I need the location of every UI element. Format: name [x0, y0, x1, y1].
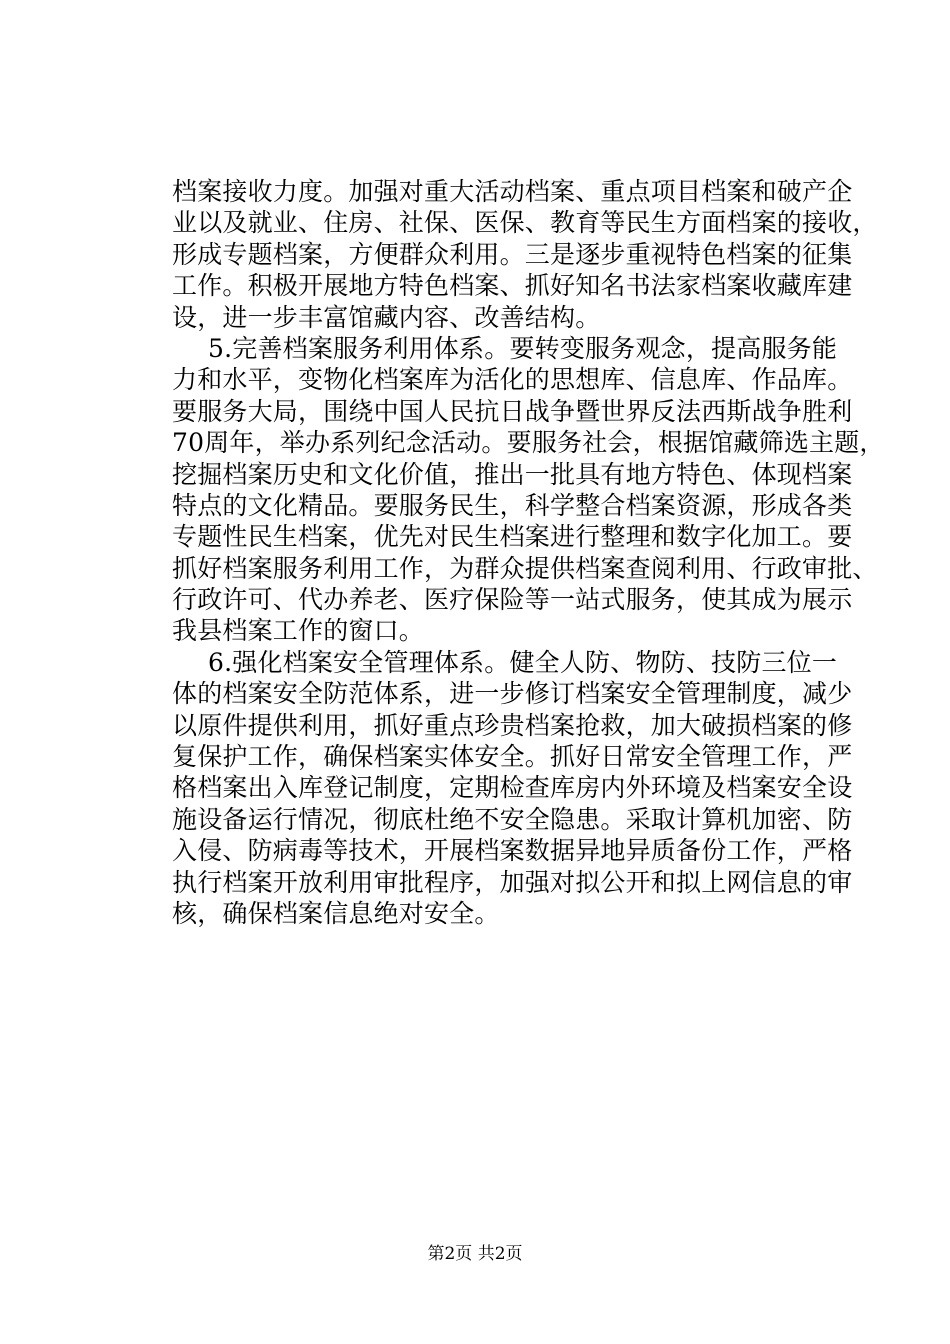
text-line: 核，确保档案信息绝对安全。 — [172, 898, 500, 928]
text-line: 施设备运行情况，彻底杜绝不安全隐患。采取计算机加密、防 — [172, 804, 853, 834]
document-body — [172, 176, 885, 929]
text-line: 专题性民生档案，优先对民生档案进行整理和数字化加工。要 — [172, 522, 853, 552]
page-number: 第2页 共2页 — [427, 1244, 523, 1264]
text-line: 工作。积极开展地方特色档案、抓好知名书法家档案收藏库建 — [172, 271, 853, 301]
text-line: 档案接收力度。加强对重大活动档案、重点项目档案和破产企 — [172, 177, 853, 206]
text-line: 6.强化档案安全管理体系。健全人防、物防、技防三位一 — [208, 647, 838, 677]
text-line: 我县档案工作的窗口。 — [172, 616, 425, 646]
text-line: 入侵、防病毒等技术，开展档案数据异地异质备份工作，严格 — [172, 836, 853, 866]
text-line: 挖掘档案历史和文化价值，推出一批具有地方特色、体现档案 — [172, 459, 853, 489]
text-line: 设，进一步丰富馆藏内容、改善结构。 — [172, 302, 601, 332]
text-line: 5.完善档案服务利用体系。要转变服务观念，提高服务能 — [208, 333, 838, 363]
text-line: 行政许可、代办养老、医疗保险等一站式服务，使其成为展示 — [172, 585, 853, 615]
text-line: 力和水平，变物化档案库为活化的思想库、信息库、作品库。 — [172, 365, 853, 395]
text-line: 业以及就业、住房、社保、医保、教育等民生方面档案的接收， — [172, 208, 878, 238]
text-line: 70周年，举办系列纪念活动。要服务社会，根据馆藏筛选主题， — [172, 428, 885, 458]
text-line: 特点的文化精品。要服务民生，科学整合档案资源，形成各类 — [172, 490, 853, 520]
text-line: 抓好档案服务利用工作，为群众提供档案查阅利用、行政审批、 — [172, 553, 878, 583]
text-line: 体的档案安全防范体系，进一步修订档案安全管理制度，减少 — [172, 679, 853, 709]
page-footer — [0, 1243, 950, 1265]
text-line: 形成专题档案，方便群众利用。三是逐步重视特色档案的征集 — [172, 239, 853, 269]
text-line: 以原件提供利用，抓好重点珍贵档案抢救，加大破损档案的修 — [172, 710, 853, 740]
text-line: 格档案出入库登记制度，定期检查库房内外环境及档案安全设 — [172, 773, 853, 803]
text-line: 复保护工作，确保档案实体安全。抓好日常安全管理工作，严 — [172, 742, 853, 772]
text-line: 要服务大局，围绕中国人民抗日战争暨世界反法西斯战争胜利 — [172, 396, 853, 426]
text-line: 执行档案开放利用审批程序，加强对拟公开和拟上网信息的审 — [172, 867, 853, 897]
